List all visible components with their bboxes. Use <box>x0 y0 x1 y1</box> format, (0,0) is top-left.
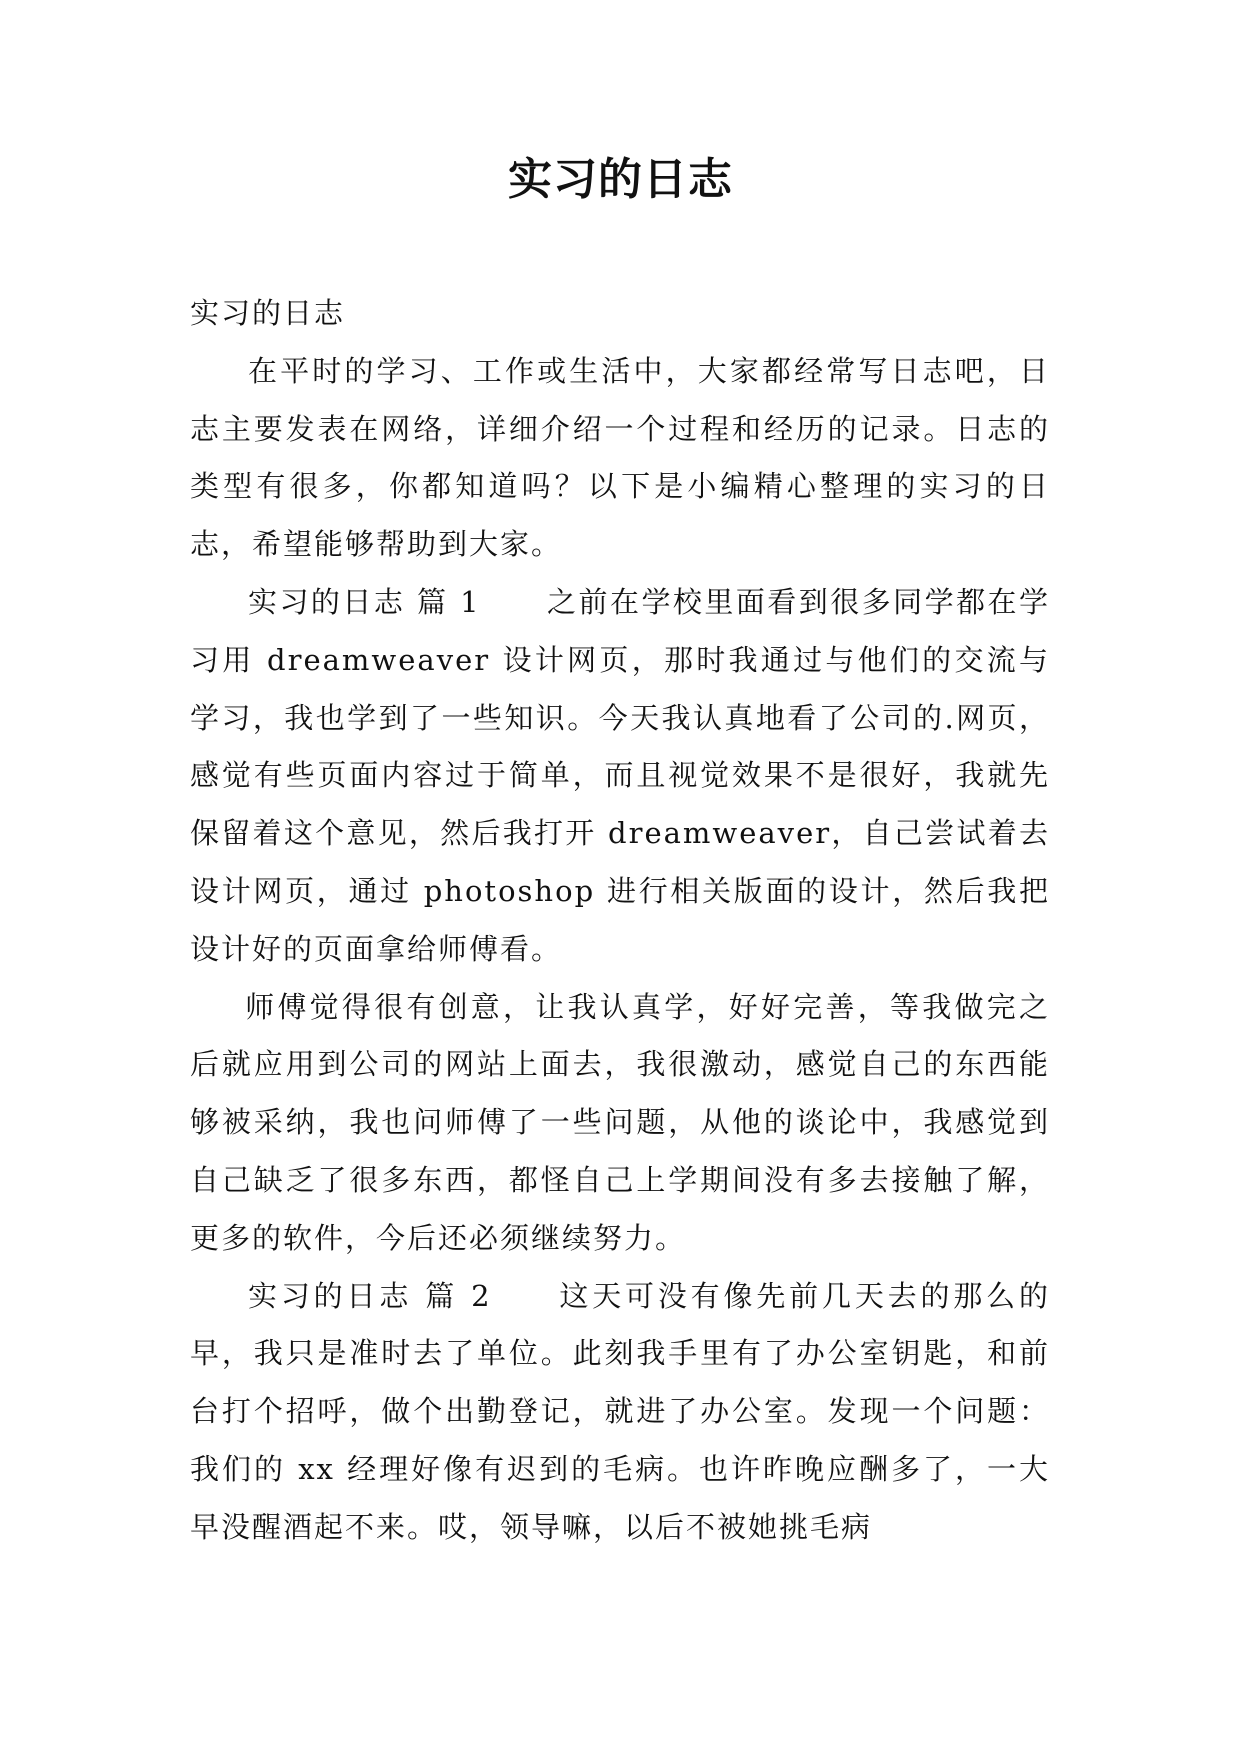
document-body <box>190 285 1050 1557</box>
entry-2-heading: 实习的日志 篇 2 <box>248 1278 492 1313</box>
entry-1-paragraph-1 <box>190 574 1050 979</box>
document-subtitle: 实习的日志 <box>190 296 346 330</box>
entry-1-heading: 实习的日志 篇 1 <box>248 584 481 619</box>
document-title: 实习的日志 <box>508 154 733 205</box>
entry-2-text-1: 这天可没有像先前几天去的那么的早，我只是准时去了单位。此刻我手里有了办公室钥匙，和前台打个招呼，做个出勤登记，就进了办公室。发现一个问题：我们的 xx 经理好像有迟到的毛病。也许昨晚应酬多了，一大早没醒酒起不来。哎，领导嘛，以后不被她挑毛病 <box>190 1278 1050 1544</box>
entry-1-paragraph-2: 师傅觉得很有创意，让我认真学，好好完善，等我做完之后就应用到公司的网站上面去，我很激动，感觉自己的东西能够被采纳，我也问师傅了一些问题，从他的谈论中，我感觉到自己缺乏了很多东西，都怪自己上学期间没有多去接触了解，更多的软件，今后还必须继续努力。 <box>190 989 1050 1255</box>
intro-paragraph: 在平时的学习、工作或生活中，大家都经常写日志吧，日志主要发表在网络，详细介绍一个过程和经历的记录。日志的类型有很多，你都知道吗？以下是小编精心整理的实习的日志，希望能够帮助到大家。 <box>190 353 1050 562</box>
entry-1-text-1: 之前在学校里面看到很多同学都在学习用 dreamweaver 设计网页，那时我通过与他们的交流与学习，我也学到了一些知识。今天我认真地看了公司的.网页，感觉有些页面内容过于简单，而且视觉效果不是很好，我就先保留着这个意见，然后我打开 dreamweaver，自己尝试着去设计网页，通过 photoshop 进行相关版面的设计，然后我把设计好的页面拿给师傅看。 <box>190 584 1050 966</box>
entry-2-paragraph-1 <box>190 1268 1050 1557</box>
